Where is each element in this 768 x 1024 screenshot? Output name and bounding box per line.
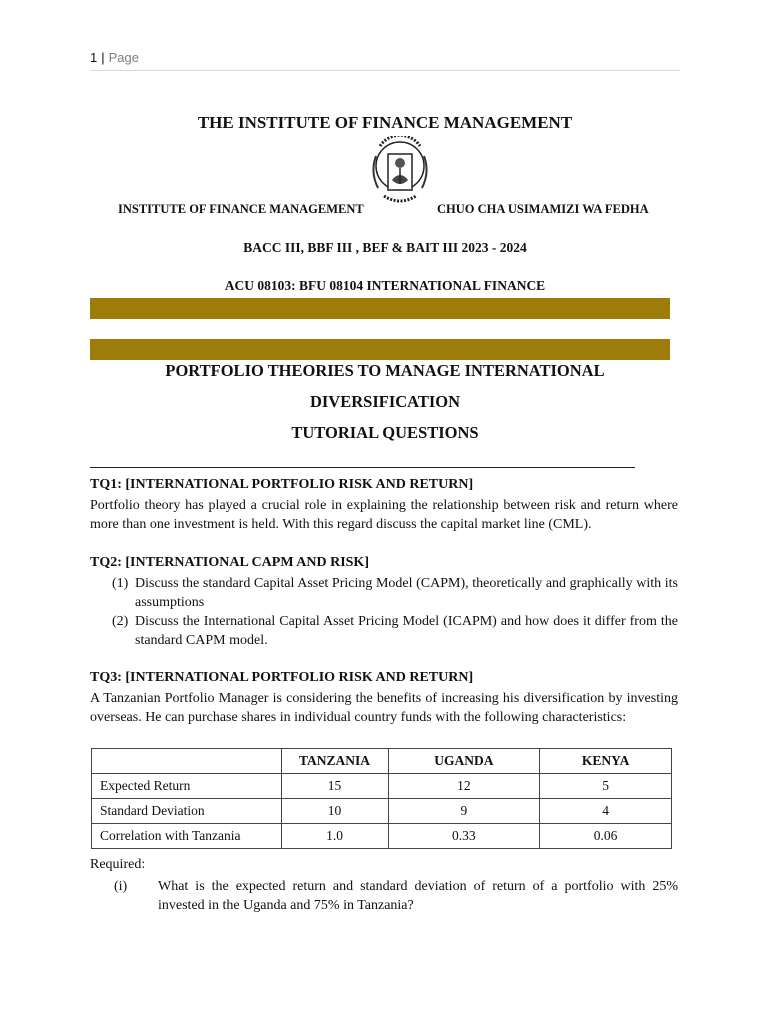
required-item: [114, 877, 678, 915]
list-item-label: (1): [112, 576, 129, 591]
table-row-label: Correlation with Tanzania: [92, 824, 282, 849]
country-funds-table: [91, 748, 672, 849]
table-header-cell: UGANDA: [388, 749, 540, 774]
topic-title-line2: DIVERSIFICATION: [309, 392, 461, 411]
list-item-text: Discuss the International Capital Asset Pricing Model (ICAPM) and how does it differ from the standard CAPM model.: [135, 614, 678, 648]
table-cell: 5: [540, 774, 672, 799]
institute-title: THE INSTITUTE OF FINANCE MANAGEMENT: [197, 113, 573, 132]
table-cell: 4: [540, 799, 672, 824]
tq3-body: A Tanzanian Portfolio Manager is considering the benefits of increasing his diversification by investing overseas. He can purchase shares in individual country funds with the following characteristics:: [90, 691, 678, 725]
table-cell: 9: [388, 799, 540, 824]
topic-subtitle: TUTORIAL QUESTIONS: [291, 423, 479, 442]
accent-bar-bottom: [90, 339, 670, 360]
table-cell: 1.0: [281, 824, 388, 849]
page-word: Page: [108, 50, 139, 65]
table-cell: 10: [281, 799, 388, 824]
table-cell: 12: [388, 774, 540, 799]
table-row: [92, 824, 672, 849]
page-number: 1: [90, 50, 98, 65]
table-header-cell: KENYA: [540, 749, 672, 774]
table-row: [92, 799, 672, 824]
tq1-body: Portfolio theory has played a crucial role in explaining the relationship between risk and return where more than one investment is held. With this regard discuss the capital market line (CML).: [90, 498, 678, 532]
tq2-title: TQ2: [INTERNATIONAL CAPM AND RISK]: [90, 555, 369, 570]
table-header-cell: [92, 749, 282, 774]
required-item-label: (i): [114, 879, 128, 894]
institute-name-swahili: CHUO CHA USIMAMIZI WA FEDHA: [437, 202, 649, 216]
programmes-line: BACC III, BBF III , BEF & BAIT III 2023 - 2024: [243, 240, 527, 255]
section-divider: [90, 467, 635, 468]
list-item: [112, 574, 678, 612]
accent-bar-top: [90, 298, 670, 319]
tq3-title: TQ3: [INTERNATIONAL PORTFOLIO RISK AND RETURN]: [90, 670, 474, 685]
table-header-cell: TANZANIA: [281, 749, 388, 774]
table-cell: 0.06: [540, 824, 672, 849]
required-item-text: What is the expected return and standard deviation of return of a portfolio with 25% invested in the Uganda and 75% in Tanzania?: [158, 879, 678, 913]
institute-crest-icon: [364, 136, 436, 216]
institute-name-english: INSTITUTE OF FINANCE MANAGEMENT: [118, 202, 364, 216]
table-row-label: Expected Return: [92, 774, 282, 799]
page-separator: |: [101, 50, 105, 65]
table-cell: 0.33: [388, 824, 540, 849]
tq1-title: TQ1: [INTERNATIONAL PORTFOLIO RISK AND RETURN]: [90, 477, 474, 492]
table-row-label: Standard Deviation: [92, 799, 282, 824]
page-header: [90, 50, 680, 71]
list-item-text: Discuss the standard Capital Asset Pricing Model (CAPM), theoretically and graphically with its assumptions: [135, 576, 678, 610]
table-cell: 15: [281, 774, 388, 799]
topic-title-line1: PORTFOLIO THEORIES TO MANAGE INTERNATIONAL: [165, 361, 605, 380]
course-title: ACU 08103: BFU 08104 INTERNATIONAL FINANCE: [224, 278, 546, 293]
required-label: Required:: [90, 857, 146, 872]
table-header-row: [92, 749, 672, 774]
table-row: [92, 774, 672, 799]
list-item: [112, 612, 678, 650]
tq2-list: [112, 574, 678, 650]
list-item-label: (2): [112, 614, 129, 629]
